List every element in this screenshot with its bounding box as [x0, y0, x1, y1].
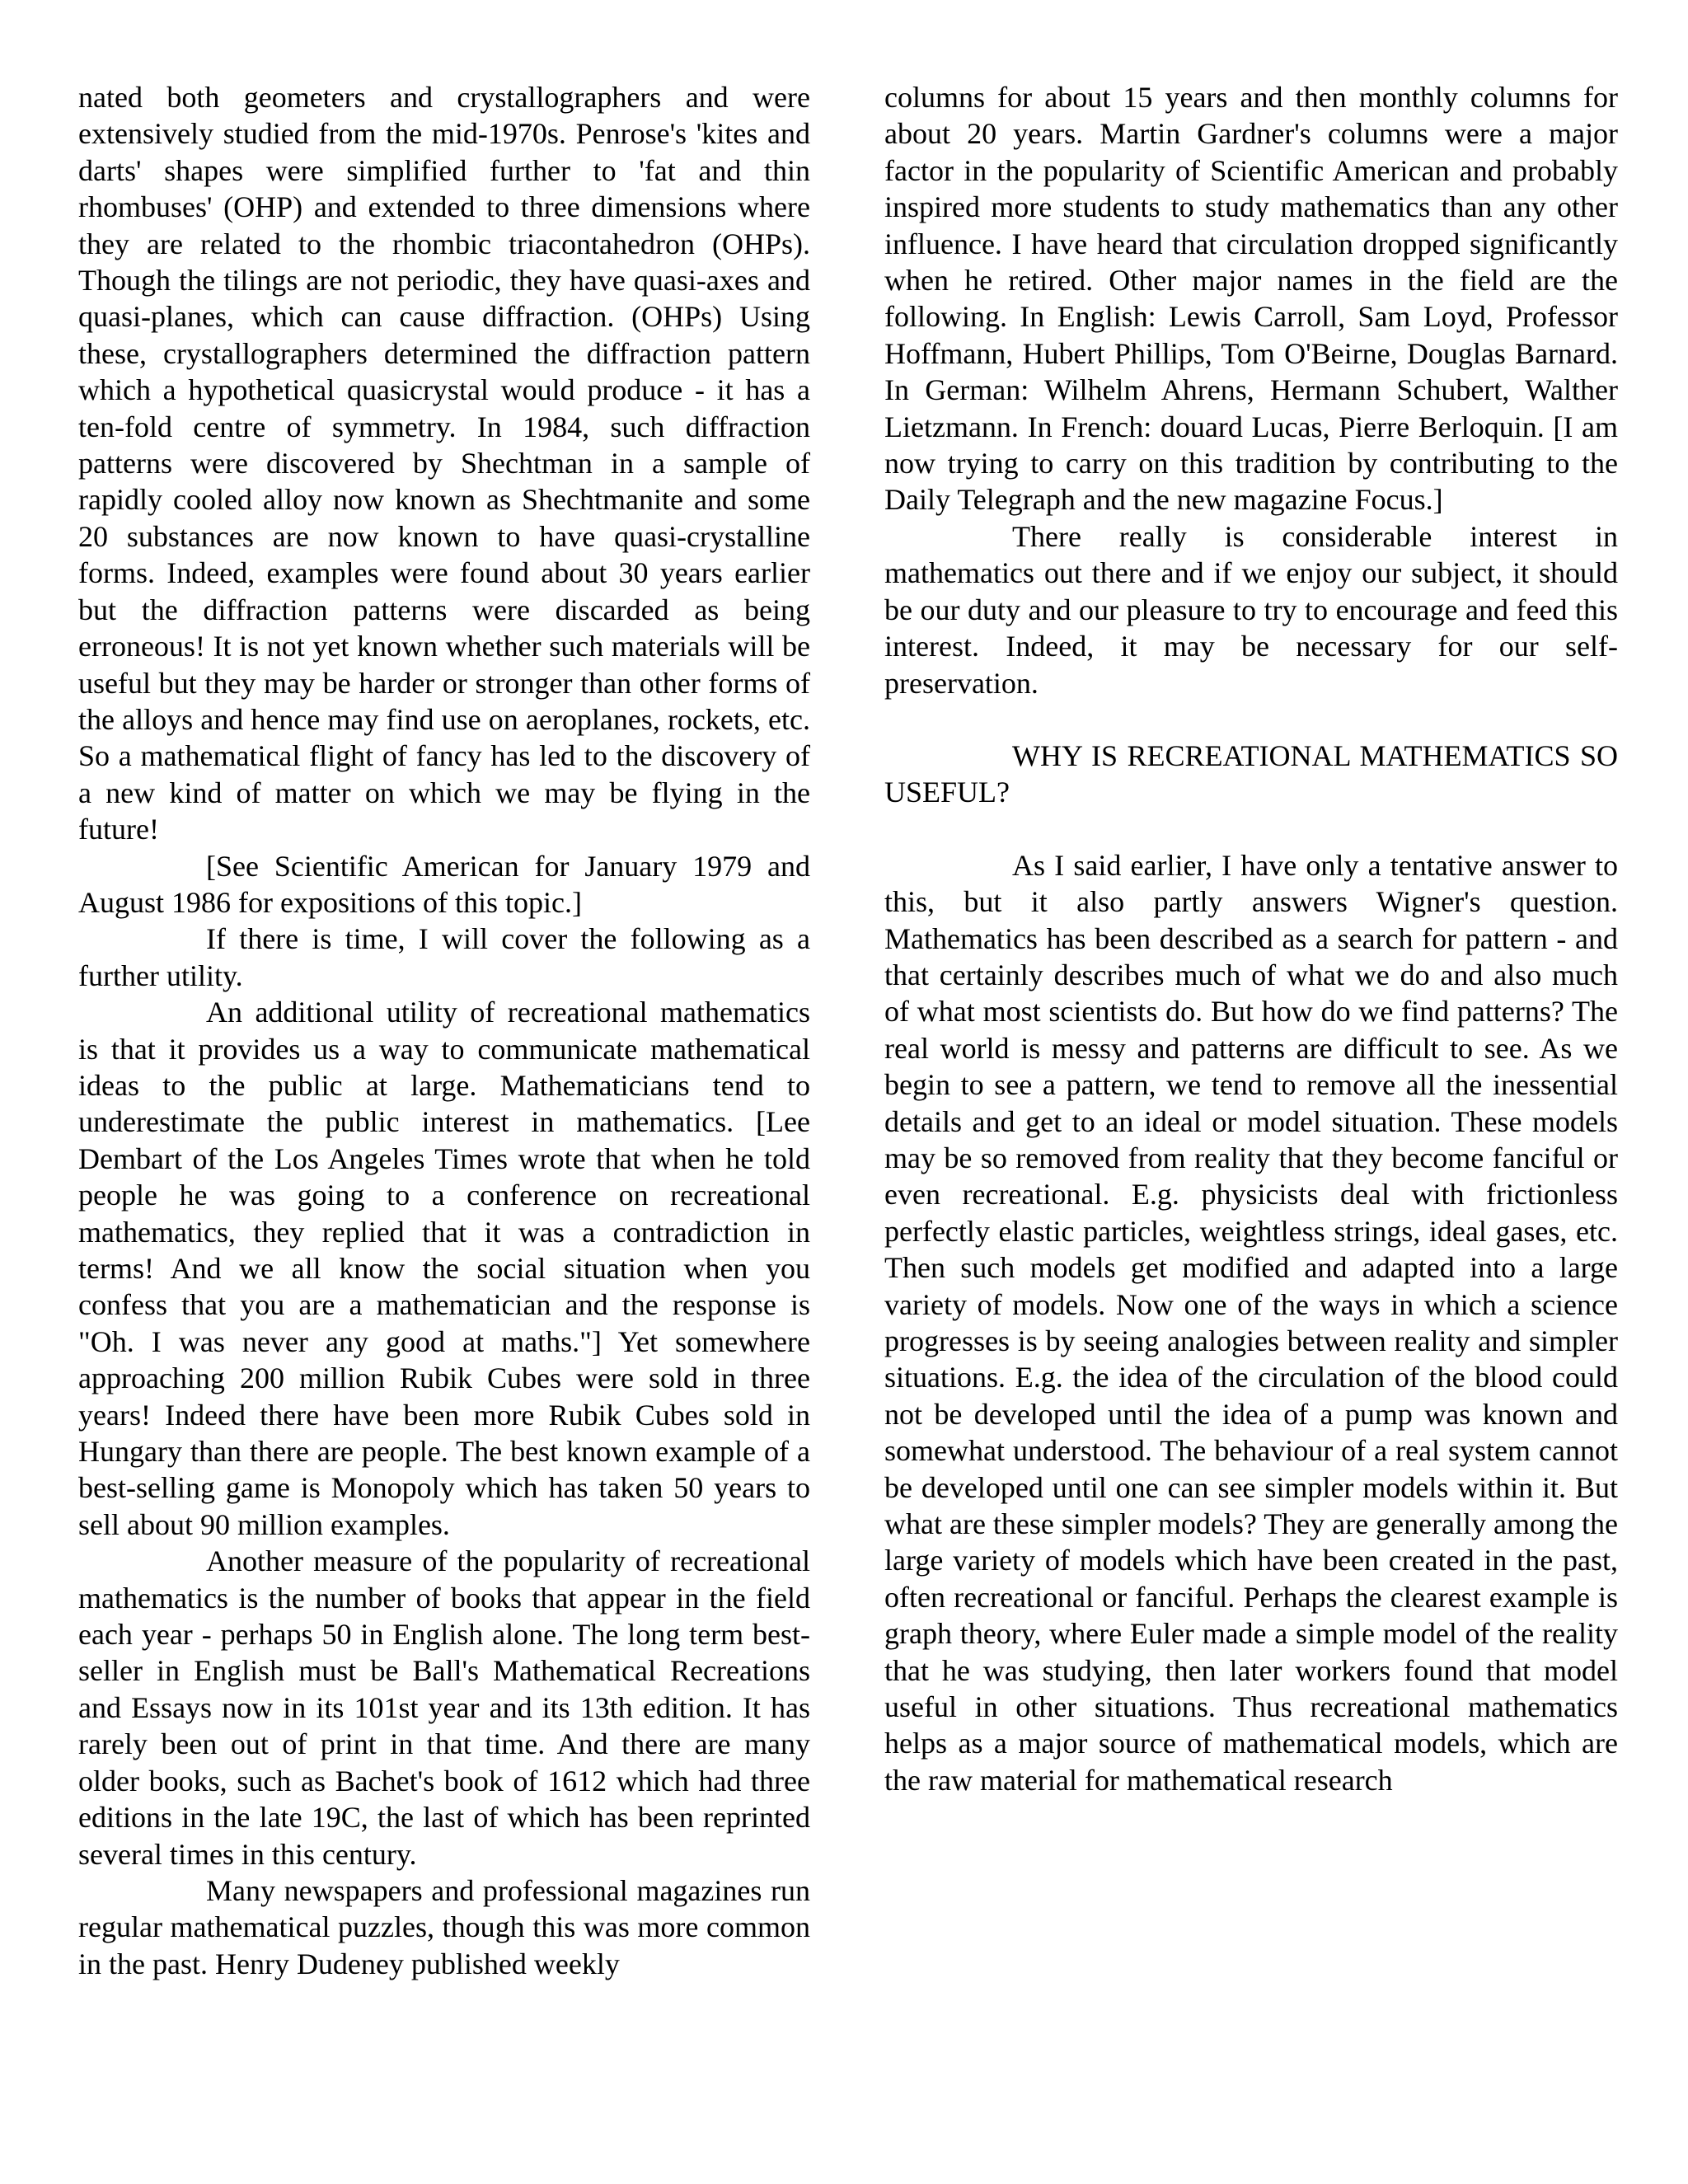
- paragraph-books: Another measure of the popularity of recreational mathematics is the number of books that appear in the field each year - perhaps 50 in English alone. The long term best-seller in English must be Ball's Mathematical Recreations and Essays now in its 101st year and its 13th edition. It has rarely been out of print in that time. And there are many older books, such as Bachet's book of 1612 which had three editions in the late 19C, the last of which has been reprinted several times in this century.: [78, 1544, 810, 1871]
- paragraph-quasicrystals: nated both geometers and crystallographers and were extensively studied from the mid-1970s. Penrose's 'kites and darts' shapes were simplified further to 'fat and thin rhombuses' (OHP) and extended to three dimensions where they are related to the rhombic triacontahedron (OHPs). Though the tilings are not periodic, they have quasi-axes and quasi-planes, which can cause diffraction. (OHPs) Using these, crystallographers determined the diffraction pattern which a hypothetical quasicrystal would produce - it has a ten-fold centre of symmetry. In 1984, such diffraction patterns were discovered by Shechtman in a sample of rapidly cooled alloy now known as Shechtmanite and some 20 substances are now known to have quasi-crystalline forms. Indeed, examples were found about 30 years earlier but the diffraction patterns were discarded as being erroneous! It is not yet known whether such materials will be useful but they may be harder or stronger than other forms of the alloys and hence may find use on aeroplanes, rockets, etc. So a mathematical flight of fancy has led to the discovery of a new kind of matter on which we may be flying in the future!: [78, 81, 810, 846]
- left-column: [78, 79, 810, 1982]
- section-heading: WHY IS RECREATIONAL MATHEMATICS SO USEFUL?: [884, 738, 1618, 809]
- paragraph-considerable-interest: There really is considerable interest in mathematics out there and if we enjoy our subject, it should be our duty and our pleasure to try to encourage and feed this interest. Indeed, it may be necessary for our self-preservation.: [884, 519, 1618, 700]
- spacer: [884, 811, 1618, 847]
- paragraph-public-interest: An additional utility of recreational mathematics is that it provides us a way to communicate mathematical ideas to the public at large. Mathematicians tend to underestimate the public interest in mathematics. [Lee Dembart of the Los Angeles Times wrote that when he told people he was going to a conference on recreational mathematics, they replied that it was a contradiction in terms! And we all know the social situation when you confess that you are a mathematician and the response is "Oh. I was never any good at maths."] Yet somewhere approaching 200 million Rubik Cubes were sold in three years! Indeed there have been more Rubik Cubes sold in Hungary than there are people. The best known example of a best-selling game is Monopoly which has taken 50 years to sell about 90 million examples.: [78, 996, 810, 1541]
- paragraph-further-utility: If there is time, I will cover the following as a further utility.: [78, 922, 810, 992]
- paragraph-gardner-columns: columns for about 15 years and then monthly columns for about 20 years. Martin Gardner's columns were a major factor in the popularity of Scientific American and probably inspired more students to study mathematics than any other influence. I have heard that circulation dropped significantly when he retired. Other major names in the field are the following. In English: Lewis Carroll, Sam Loyd, Professor Hoffmann, Hubert Phillips, Tom O'Beirne, Douglas Barnard. In German: Wilhelm Ahrens, Hermann Schubert, Walther Lietzmann. In French: douard Lucas, Pierre Berloquin. [I am now trying to carry on this tradition by contributing to the Daily Telegraph and the new magazine Focus.]: [884, 81, 1618, 517]
- paragraph-newspapers: Many newspapers and professional magazines run regular mathematical puzzles, though this was more common in the past. Henry Dudeney published weekly: [78, 1873, 810, 1980]
- paragraph-scientific-american-note: [See Scientific American for January 1979 and August 1986 for expositions of this topic.]: [78, 849, 810, 919]
- paragraph-why-useful: As I said earlier, I have only a tentative answer to this, but it also partly answers Wigner's question. Mathematics has been described as a search for pattern - and that certainly describes much of what we do and also much of what most scientists do. But how do we find patterns? The real world is messy and patterns are difficult to see. As we begin to see a pattern, we tend to remove all the inessential details and get to an ideal or model situation. These models may be so removed from reality that they become fanciful or even recreational. E.g. physicists deal with frictionless perfectly elastic particles, weightless strings, ideal gases, etc. Then such models get modified and adapted into a large variety of models. Now one of the ways in which a science progresses is by seeing analogies between reality and simpler situations. E.g. the idea of the circulation of the blood could not be developed until the idea of a pump was known and somewhat understood. The behaviour of a real system cannot be developed until one can see simpler models within it. But what are these simpler models? They are generally among the large variety of models which have been created in the past, often recreational or fanciful. Perhaps the clearest example is graph theory, where Euler made a simple model of the reality that he was studying, then later workers found that model useful in other situations. Thus recreational mathematics helps as a major source of mathematical models, which are the raw material for mathematical research: [884, 848, 1618, 1797]
- spacer: [884, 701, 1618, 738]
- right-column: [884, 79, 1618, 1798]
